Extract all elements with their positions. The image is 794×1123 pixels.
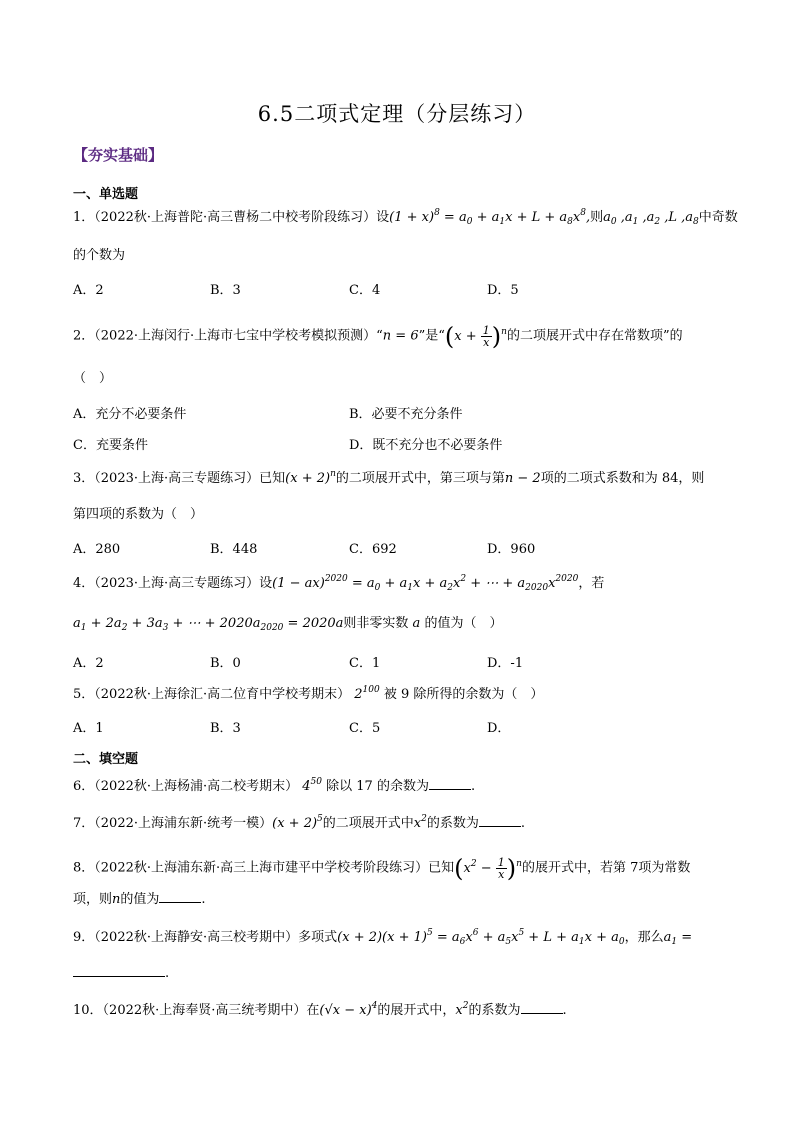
option-a: A．1 [73,721,104,736]
option-d: D． [487,721,511,736]
question-number: 5． [73,687,95,702]
option-d: D．既不充分也不必要条件 [349,438,503,453]
question-source: （2022秋·上海静安·高三校考期中） [94,930,299,945]
page-title: 6.5二项式定理（分层练习） [257,102,537,126]
question-source: （2022·上海浦东新·统考一模） [94,816,273,831]
question-source: （2022秋·上海杨浦·高二校考期末） [94,779,299,794]
question-9: 9．（2022秋·上海静安·高三校考期中）多项式$(x + 2)(x + 1)^5 = a_6x^6 + a_5x^5 + L + a_1x + a_0$，那么$a_1$ = [73,928,693,947]
formula: (x + $\frac{1}{x}$ )$^n$ [444,322,507,350]
answer-blank [479,814,521,827]
formula: $(√x - x)^4$ [319,1001,378,1018]
answer-blank [429,777,471,790]
answer-blank [159,890,201,903]
question-source: （2022·上海闵行·上海市七宝中学校考模拟预测） [94,328,377,344]
question-6: 6．（2022秋·上海杨浦·高二校考期末） $4^{50}$ 除以 17 的余数为 . [73,777,476,794]
question-number: 1． [73,210,95,225]
option-d: D．960 [487,542,536,557]
option-a: A．280 [73,542,121,557]
part-heading-fill-blank: 二、填空题 [73,752,139,767]
question-number: 6． [73,779,95,794]
option-b: B．3 [210,283,241,298]
question-number: 4． [73,576,95,591]
option-c: C．充要条件 [73,438,148,453]
formula: $(1 - ax)^{2020} = a_0 + a_1x + a_2x^2$ + ⋯ + $a_{2020}x^{2020}$ [272,574,579,593]
option-b: B．必要不充分条件 [349,407,463,422]
question-number: 2． [73,328,95,344]
question-source: （2023·上海·高三专题练习） [94,576,260,591]
question-source: （2023·上海·高三专题练习） [94,471,260,486]
question-10: 10．（2022秋·上海奉贤·高三统考期中）在$(√x - x)^4$的展开式中，$x^2$的系数为 . [73,1001,567,1018]
question-5: 5．（2022秋·上海徐汇·高二位育中学校考期末） $2^{100}$ 被 9 除所得的余数为（ ） [73,685,544,702]
question-number: 7． [73,816,95,831]
question-4: 4．（2023·上海·高三专题练习）设$(1 - ax)^{2020} = a_0 + a_1x + a_2x^2$ + ⋯ + $a_{2020}x^{2020}$，若 [73,574,605,593]
section-heading: 【夯实基础】 [73,146,164,164]
answer-blank [73,964,165,977]
option-b: B．0 [210,656,241,671]
question-number: 8． [73,860,95,876]
option-c: C．1 [349,656,381,671]
formula: $(x + 2)(x + 1)^5 = a_6x^6 + a_5x^5 + L + a_1x + a_0$ [337,928,625,947]
question-number: 10． [73,1003,103,1018]
question-8-line2: 项，则n的值为 . [73,892,206,907]
option-c: C．4 [349,283,381,298]
option-c: C．692 [349,542,397,557]
option-d: D．5 [487,283,519,298]
question-source: （2022秋·上海奉贤·高三统考期中） [102,1003,307,1018]
question-3-line2: 第四项的系数为（ ） [73,507,204,522]
option-b: B．3 [210,721,241,736]
option-a: A．2 [73,656,104,671]
option-c: C．5 [349,721,381,736]
question-3: 3．（2023·上海·高三专题练习）已知$(x + 2)^n$的二项展开式中，第三项与第n − 2项的二项式系数和为 84，则 [73,469,705,486]
formula: $(1 + x)^8 = a_0 + a_1x + L + a_8x^8$, [389,208,591,227]
question-source: （2022秋·上海徐汇·高二位育中学校考期末） [94,687,351,702]
question-1: 1．（2022秋·上海普陀·高三曹杨二中校考阶段练习）设$(1 + x)^8 = a_0 + a_1x + L + a_8x^8$,则$a_0$ $,a_1$ $,a_2$ ,L $,a_8$中奇数 [73,208,738,227]
question-2-line2: （ ） [73,371,113,386]
question-source: （2022秋·上海浦东新·高三上海市建平中学校考阶段练习） [94,860,429,876]
question-4-line2: $a_1 + 2a_2 + 3a_3$ + ⋯ + $2020a_{2020} = 2020a$则非零实数 a 的值为（ ） [73,616,503,633]
option-a: A．充分不必要条件 [73,407,187,422]
option-b: B．448 [210,542,258,557]
question-number: 9． [73,930,95,945]
question-1-line2: 的个数为 [73,248,126,263]
question-2: 2．（2022·上海闵行·上海市七宝中学校考模拟预测）“n = 6”是“(x + $\frac{1}{x}$ )$^n$的二项展开式中存在常数项”的 [73,322,683,350]
option-d: D．-1 [487,656,524,671]
question-8: 8．（2022秋·上海浦东新·高三上海市建平中学校考阶段练习）已知($x^2$ − $\frac{1}{x}$ )$^n$的展开式中，若第 7项为常数 [73,854,691,882]
option-a: A．2 [73,283,104,298]
answer-blank [521,1001,563,1014]
question-9-line2: . [73,964,723,984]
part-heading-single-choice: 一、单选题 [73,187,139,202]
question-7: 7．（2022·上海浦东新·统考一模）$(x + 2)^5$的二项展开式中$x^2$的系数为 . [73,814,526,831]
formula: ($x^2$ − $\frac{1}{x}$ )$^n$ [454,854,522,882]
question-source: （2022秋·上海普陀·高三曹杨二中校考阶段练习） [94,210,377,225]
question-number: 3． [73,471,95,486]
